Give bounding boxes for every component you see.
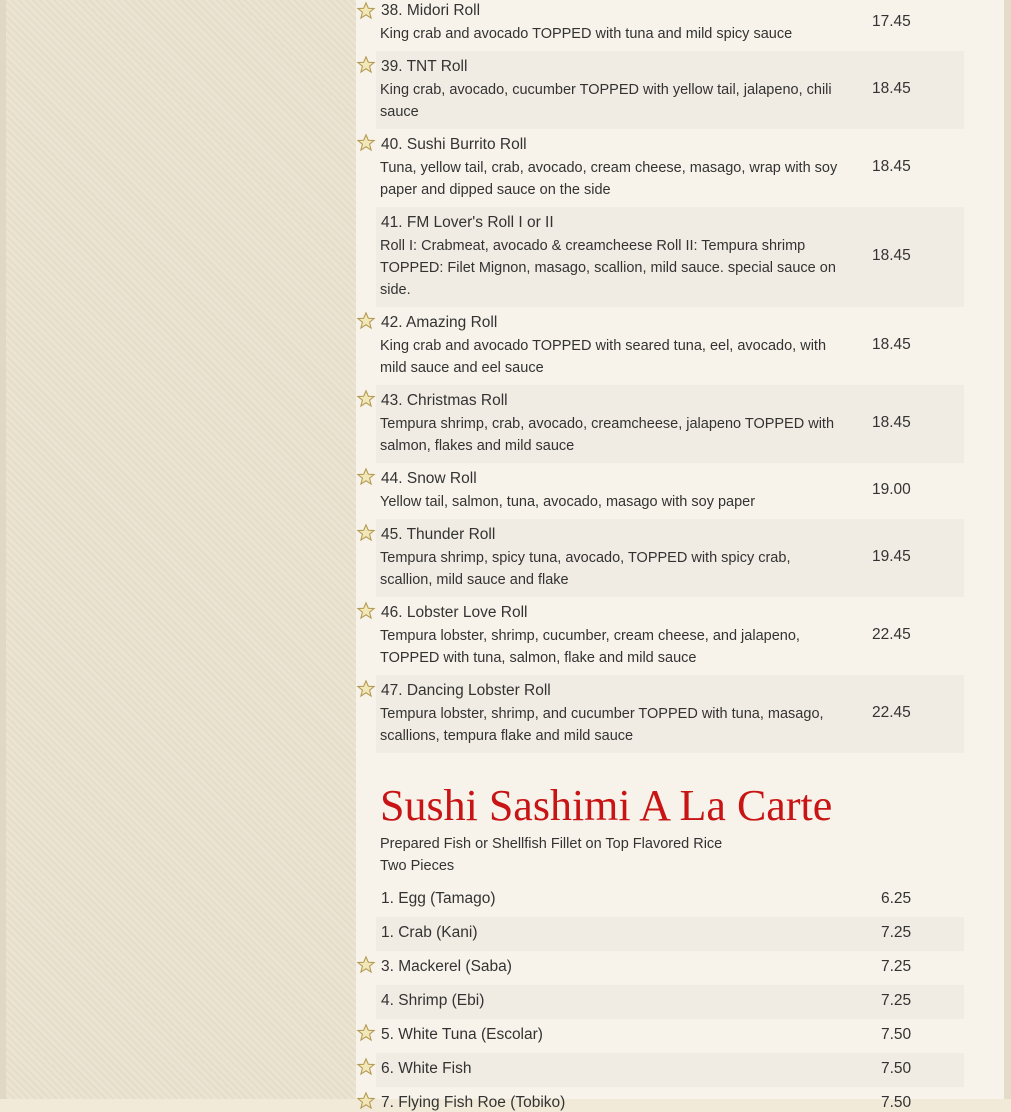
item-name: 43. Christmas Roll [381, 392, 508, 409]
star-icon [357, 524, 375, 541]
star-icon [357, 680, 375, 697]
section-title: Sushi Sashimi A La Carte [380, 781, 833, 830]
item-name: 38. Midori Roll [381, 2, 481, 19]
star-icon [357, 1092, 375, 1109]
item-name: 47. Dancing Lobster Roll [381, 682, 551, 699]
star-icon [357, 312, 375, 329]
item-name: 3. Mackerel (Saba) [381, 958, 512, 975]
item-price: 7.25 [881, 924, 912, 941]
item-description: King crab, avocado, cucumber TOPPED with yellow tail, jalapeno, chili sauce [380, 82, 832, 120]
menu-item-47 [376, 675, 964, 753]
item-price: 18.45 [872, 247, 911, 264]
menu-item-46 [376, 597, 964, 675]
menu-item-39 [376, 51, 964, 129]
item-price: 17.45 [872, 13, 911, 30]
menu-item-40 [376, 129, 964, 207]
section-subtitle-pieces: Two Pieces [380, 858, 455, 874]
star-icon [357, 956, 375, 973]
item-name: 7. Flying Fish Roe (Tobiko) [381, 1094, 566, 1111]
item-price: 19.45 [872, 548, 911, 565]
alacarte-item [376, 951, 964, 985]
alacarte-item [376, 883, 964, 917]
item-price: 18.45 [872, 80, 911, 97]
item-price: 6.25 [881, 890, 912, 907]
item-price: 19.00 [872, 481, 911, 498]
item-name: 45. Thunder Roll [381, 526, 496, 543]
star-icon [357, 468, 375, 485]
item-price: 18.45 [872, 336, 911, 353]
star-icon [357, 390, 375, 407]
item-name: 40. Sushi Burrito Roll [381, 136, 527, 153]
star-icon [357, 2, 375, 19]
item-name: 5. White Tuna (Escolar) [381, 1026, 543, 1043]
star-icon [357, 1024, 375, 1041]
item-description: Roll I: Crabmeat, avocado & creamcheese Roll II: Tempura shrimp TOPPED: Filet Mignon, masago, scallion, mild sauce. special sauce on side. [380, 238, 836, 298]
item-price: 7.50 [881, 1060, 912, 1077]
section-subtitle: Prepared Fish or Shellfish Fillet on Top Flavored Rice [380, 836, 723, 852]
star-icon [357, 134, 375, 151]
item-price: 7.25 [881, 958, 912, 975]
menu-item-42 [376, 307, 964, 385]
item-description: King crab and avocado TOPPED with seared tuna, eel, avocado, with mild sauce and eel sauce [380, 338, 827, 376]
right-border [1004, 0, 1011, 1099]
menu-item-43 [376, 385, 964, 463]
item-name: 44. Snow Roll [381, 470, 477, 487]
item-description: Yellow tail, salmon, tuna, avocado, masago with soy paper [380, 494, 756, 510]
item-description: Tempura shrimp, spicy tuna, avocado, TOPPED with spicy crab, scallion, mild sauce and flake [380, 550, 791, 588]
item-name: 6. White Fish [381, 1060, 472, 1077]
sidebar-background [6, 0, 356, 1099]
alacarte-item [376, 1019, 964, 1053]
menu-item-38 [376, 0, 964, 51]
item-description: King crab and avocado TOPPED with tuna and mild spicy sauce [380, 26, 793, 42]
menu-item-45 [376, 519, 964, 597]
alacarte-item [376, 1053, 964, 1087]
item-name: 46. Lobster Love Roll [381, 604, 528, 621]
menu-item-41 [376, 207, 964, 307]
item-price: 22.45 [872, 626, 911, 643]
item-name: 4. Shrimp (Ebi) [381, 992, 485, 1009]
item-price: 7.25 [881, 992, 912, 1009]
menu-item-44 [376, 463, 964, 519]
item-price: 18.45 [872, 158, 911, 175]
item-price: 7.50 [881, 1026, 912, 1043]
item-price: 7.50 [881, 1094, 912, 1111]
item-name: 42. Amazing Roll [381, 314, 498, 331]
item-description: Tempura lobster, shrimp, and cucumber TOPPED with tuna, masago, scallions, tempura flake and mild sauce [380, 706, 824, 744]
item-description: Tempura lobster, shrimp, cucumber, cream cheese, and jalapeno, TOPPED with tuna, salmon, flake and mild sauce [380, 628, 800, 666]
menu-content [356, 0, 1004, 1111]
item-name: 1. Crab (Kani) [381, 924, 478, 941]
item-price: 22.45 [872, 704, 911, 721]
item-name: 1. Egg (Tamago) [381, 890, 496, 907]
star-icon [357, 602, 375, 619]
item-price: 18.45 [872, 414, 911, 431]
item-description: Tempura shrimp, crab, avocado, creamcheese, jalapeno TOPPED with salmon, flakes and mild sauce [380, 416, 835, 454]
star-icon [357, 56, 375, 73]
alacarte-item [376, 985, 964, 1019]
alacarte-item [376, 1087, 964, 1111]
item-name: 41. FM Lover's Roll I or II [381, 214, 554, 231]
item-description: Tuna, yellow tail, crab, avocado, cream cheese, masago, wrap with soy paper and dipped sauce on the side [380, 160, 838, 198]
star-icon [357, 1058, 375, 1075]
alacarte-item [376, 917, 964, 951]
item-name: 39. TNT Roll [381, 58, 468, 75]
